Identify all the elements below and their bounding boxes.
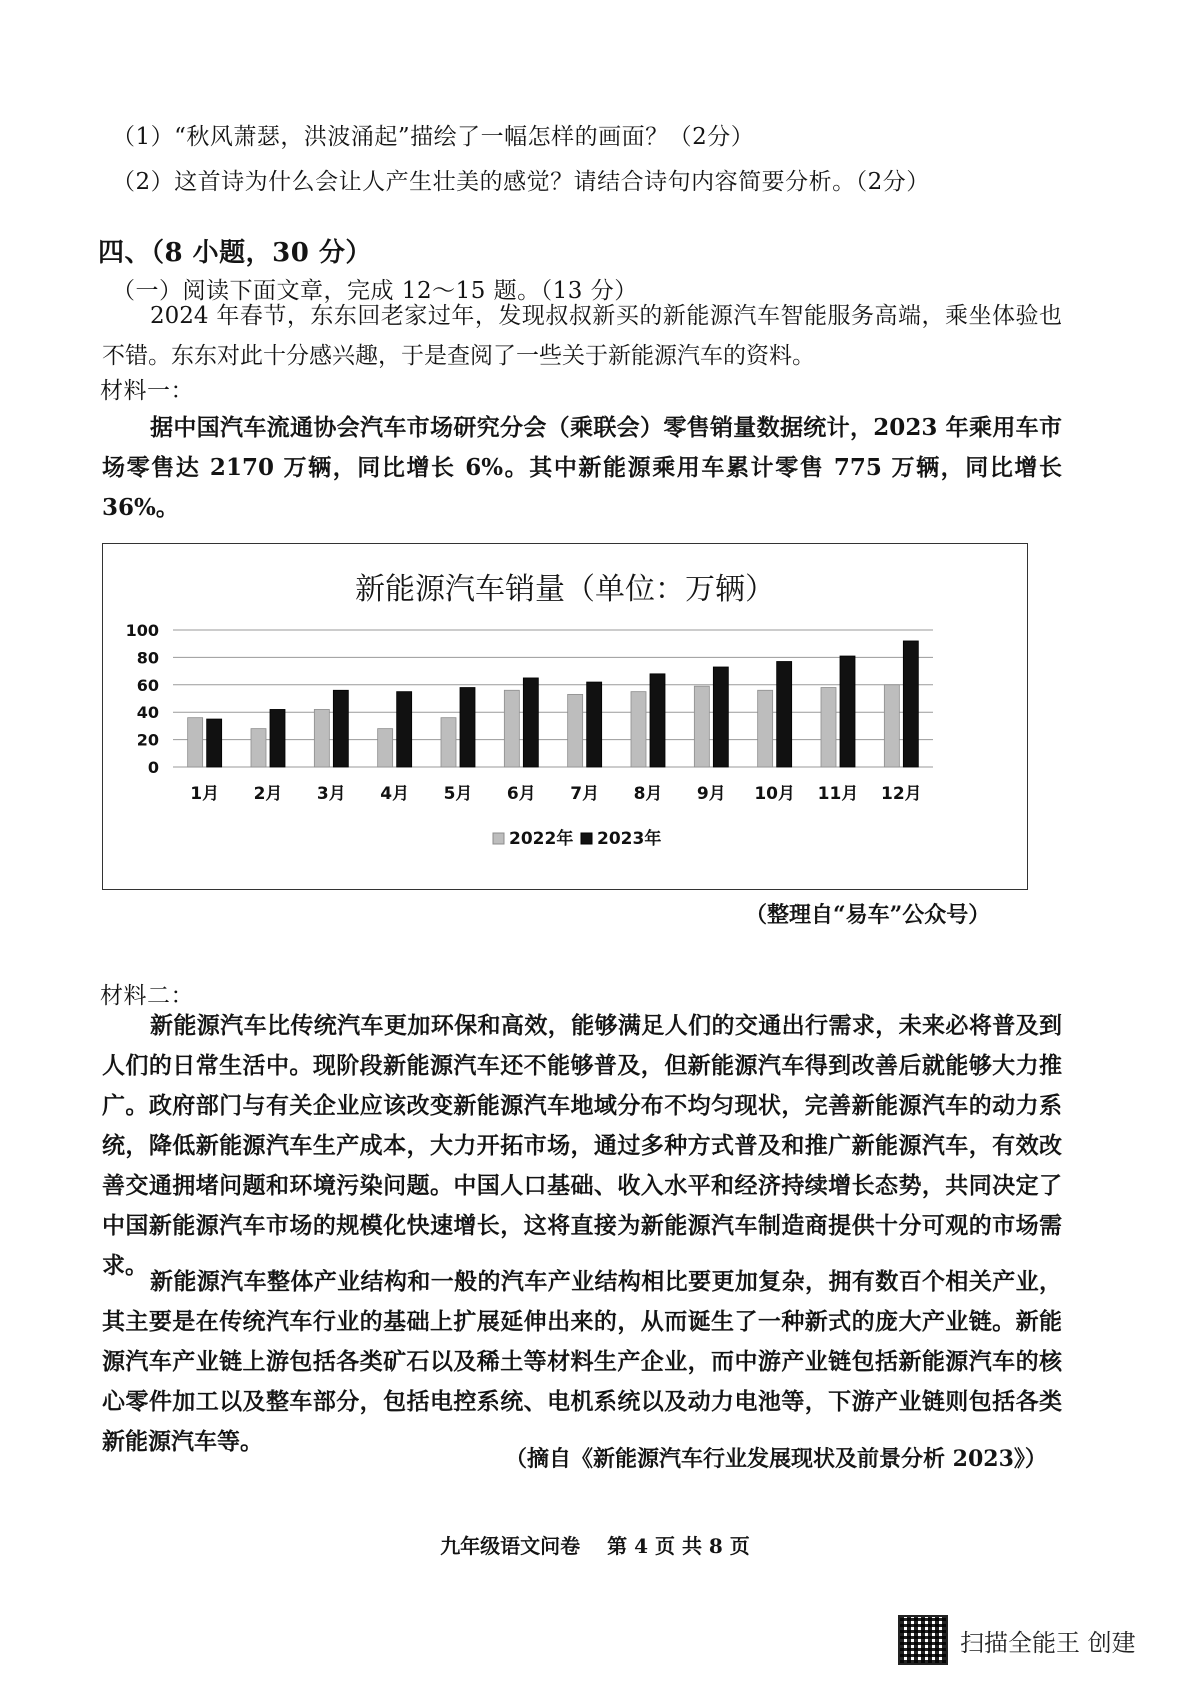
x-tick-label: 6月	[506, 784, 536, 804]
watermark-text: 扫描全能王 创建	[960, 1628, 1136, 1657]
y-tick-label: 40	[136, 703, 159, 723]
x-tick-label: 7月	[570, 784, 600, 804]
bar-2022年-7月	[568, 694, 583, 767]
x-tick-label: 12月	[880, 784, 922, 804]
x-tick-label: 3月	[316, 784, 346, 804]
bar-2023年-11月	[840, 656, 855, 767]
y-tick-label: 60	[136, 675, 159, 695]
x-tick-label: 10月	[754, 784, 796, 804]
bar-2022年-10月	[758, 690, 773, 767]
legend-swatch	[493, 833, 504, 844]
bar-2023年-12月	[903, 641, 918, 767]
bar-2022年-6月	[504, 690, 519, 767]
bar-2023年-4月	[397, 692, 412, 767]
bar-2023年-6月	[523, 678, 538, 767]
section-title: 四、（8 小题，30 分）	[98, 238, 372, 268]
bar-2022年-11月	[821, 688, 836, 767]
scanner-watermark	[898, 1615, 1136, 1665]
material-2-paragraph-2: 新能源汽车整体产业结构和一般的汽车产业结构相比要更加复杂，拥有数百个相关产业，其主要是在传统汽车行业的基础上扩展延伸出来的，从而诞生了一种新式的庞大产业链。新能源汽车产业链上游包括各类矿石以及稀土等材料生产企业，而中游产业链包括新能源汽车的核心零件加工以及整车部分，包括电控系统、电机系统以及动力电池等，下游产业链则包括各类新能源汽车等。	[102, 1268, 1062, 1455]
qr-code-icon	[898, 1615, 948, 1665]
x-tick-label: 9月	[696, 784, 726, 804]
material-2-label: 材料二：	[100, 983, 194, 1009]
bar-2022年-3月	[314, 709, 329, 767]
y-tick-label: 20	[136, 730, 159, 750]
bar-2022年-12月	[884, 685, 899, 767]
bar-2022年-5月	[441, 718, 456, 767]
bar-2023年-7月	[587, 682, 602, 767]
question-2: （2）这首诗为什么会让人产生壮美的感觉？请结合诗句内容简要分析。（2分）	[112, 169, 930, 195]
bar-2022年-2月	[251, 729, 266, 767]
x-tick-label: 5月	[443, 784, 473, 804]
bar-2023年-5月	[460, 688, 475, 767]
chart-title: 新能源汽车销量（单位：万辆）	[355, 572, 775, 607]
bar-2022年-1月	[188, 718, 203, 767]
bar-2023年-3月	[333, 690, 348, 767]
y-tick-label: 80	[136, 648, 159, 668]
bar-2023年-8月	[650, 674, 665, 767]
section-subtitle: （一）阅读下面文章，完成 12～15 题。（13 分）	[112, 278, 638, 304]
bar-2023年-1月	[207, 719, 222, 767]
material-1-label: 材料一：	[100, 378, 194, 404]
intro-paragraph: 2024 年春节，东东回老家过年，发现叔叔新买的新能源汽车智能服务高端，乘坐体验也不错。东东对此十分感兴趣，于是查阅了一些关于新能源汽车的资料。	[102, 303, 1062, 369]
material-2-source: （摘自《新能源汽车行业发展现状及前景分析 2023》）	[505, 1446, 1047, 1472]
page-footer: 九年级语文问卷 第 4 页 共 8 页	[440, 1534, 750, 1558]
bar-2022年-8月	[631, 692, 646, 767]
x-tick-label: 2月	[253, 784, 283, 804]
sales-chart	[102, 543, 1028, 890]
y-tick-label: 100	[125, 621, 159, 640]
material-1-source: （整理自“易车”公众号）	[745, 902, 991, 928]
material-1-text: 据中国汽车流通协会汽车市场研究分会（乘联会）零售销量数据统计，2023 年乘用车市场零售达 2170 万辆，同比增长 6%。其中新能源乘用车累计零售 775 万辆，同比增长 36%。	[102, 414, 1062, 521]
bar-2023年-10月	[777, 662, 792, 767]
bar-2023年-2月	[270, 709, 285, 767]
bar-2022年-4月	[378, 729, 393, 767]
x-tick-label: 4月	[380, 784, 410, 804]
x-tick-label: 8月	[633, 784, 663, 804]
material-2-paragraph-1: 新能源汽车比传统汽车更加环保和高效，能够满足人们的交通出行需求，未来必将普及到人们的日常生活中。现阶段新能源汽车还不能够普及，但新能源汽车得到改善后就能够大力推广。政府部门与有关企业应该改变新能源汽车地域分布不均匀现状，完善新能源汽车的动力系统，降低新能源汽车生产成本，大力开拓市场，通过多种方式普及和推广新能源汽车，有效改善交通拥堵问题和环境污染问题。中国人口基础、收入水平和经济持续增长态势，共同决定了中国新能源汽车市场的规模化快速增长，这将直接为新能源汽车制造商提供十分可观的市场需求。	[102, 1012, 1062, 1279]
legend-swatch	[581, 833, 592, 844]
legend-label: 2022年	[509, 829, 574, 849]
x-tick-label: 1月	[190, 784, 220, 804]
bar-2022年-9月	[694, 686, 709, 767]
bar-2023年-9月	[713, 667, 728, 767]
chart-plot	[103, 544, 1027, 889]
question-1: （1）“秋风萧瑟，洪波涌起”描绘了一幅怎样的画面？（2分）	[112, 124, 755, 150]
y-tick-label: 0	[147, 758, 159, 777]
legend-label: 2023年	[597, 829, 662, 849]
x-tick-label: 11月	[817, 784, 859, 804]
